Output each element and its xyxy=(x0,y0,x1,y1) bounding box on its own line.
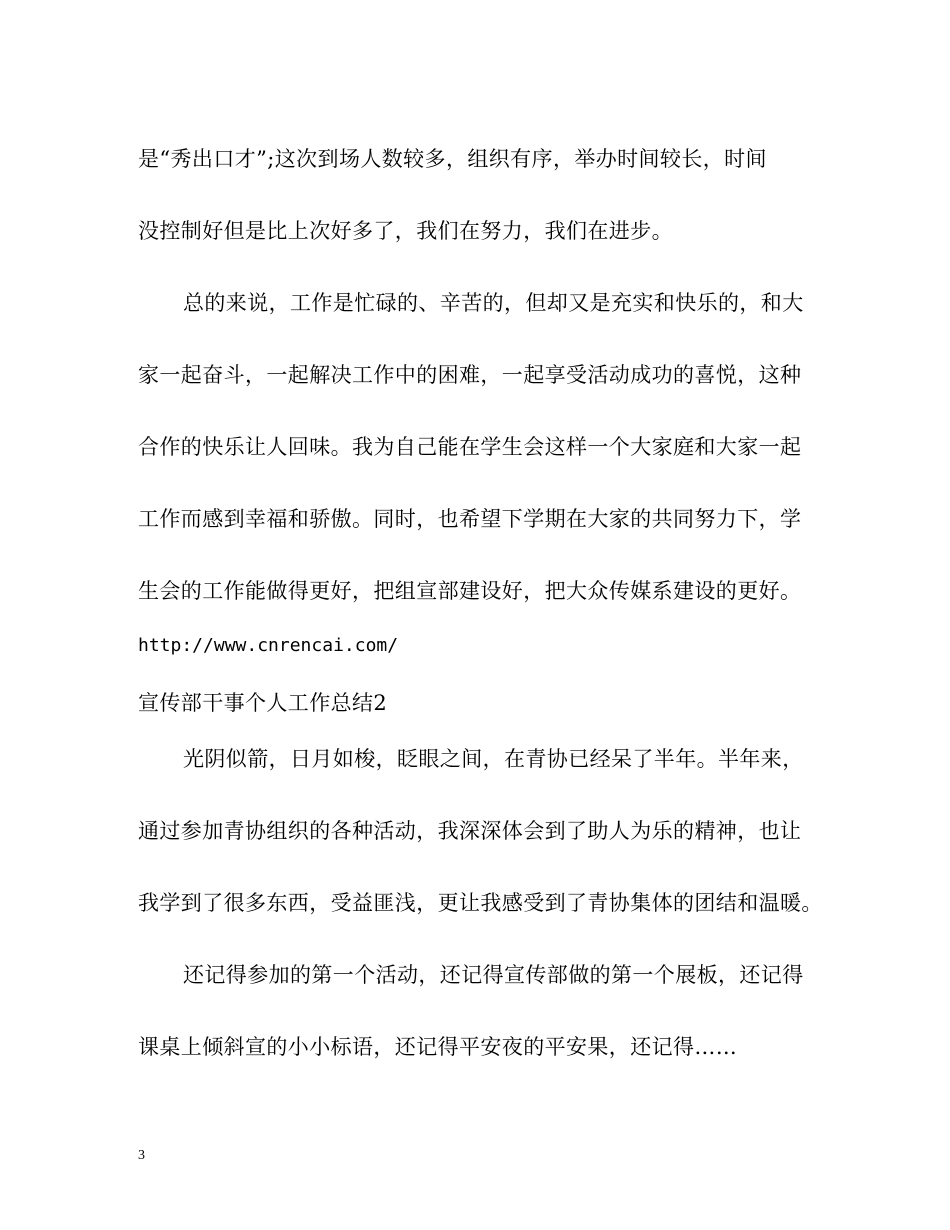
paragraph-line-6: 工作而感到幸福和骄傲。同时，也希望下学期在大家的共同努力下，学 xyxy=(138,507,802,531)
paragraph2-line-3: 我学到了很多东西，受益匪浅，更让我感受到了青协集体的团结和温暖。 xyxy=(138,891,823,915)
paragraph-line-5: 合作的快乐让人回味。我为自己能在学生会这样一个大家庭和大家一起 xyxy=(138,435,802,459)
paragraph-line-3: 总的来说，工作是忙碌的、辛苦的，但却又是充实和快乐的，和大 xyxy=(183,291,804,315)
paragraph-line-2: 没控制好但是比上次好多了，我们在努力，我们在进步。 xyxy=(138,219,673,243)
paragraph3-line-2: 课桌上倾斜宣的小小标语，还记得平安夜的平安果，还记得…… xyxy=(138,1035,738,1059)
paragraph2-line-1: 光阴似箭，日月如梭，眨眼之间，在青协已经呆了半年。半年来， xyxy=(183,747,804,771)
page-number: 3 xyxy=(138,1148,145,1163)
paragraph-line-7: 生会的工作能做得更好，把组宣部建设好，把大众传媒系建设的更好。 xyxy=(138,579,802,603)
paragraph-line-4: 家一起奋斗，一起解决工作中的困难，一起享受活动成功的喜悦，这种 xyxy=(138,363,802,387)
paragraph2-line-2: 通过参加青协组织的各种活动，我深深体会到了助人为乐的精神，也让 xyxy=(138,819,802,843)
paragraph3-line-1: 还记得参加的第一个活动，还记得宣传部做的第一个展板，还记得 xyxy=(183,963,804,987)
source-url: http://www.cnrencai.com/ xyxy=(138,635,399,656)
section-title: 宣传部干事个人工作总结2 xyxy=(138,691,388,715)
paragraph-line-1: 是“秀出口才”;这次到场人数较多，组织有序，举办时间较长，时间 xyxy=(138,147,767,171)
